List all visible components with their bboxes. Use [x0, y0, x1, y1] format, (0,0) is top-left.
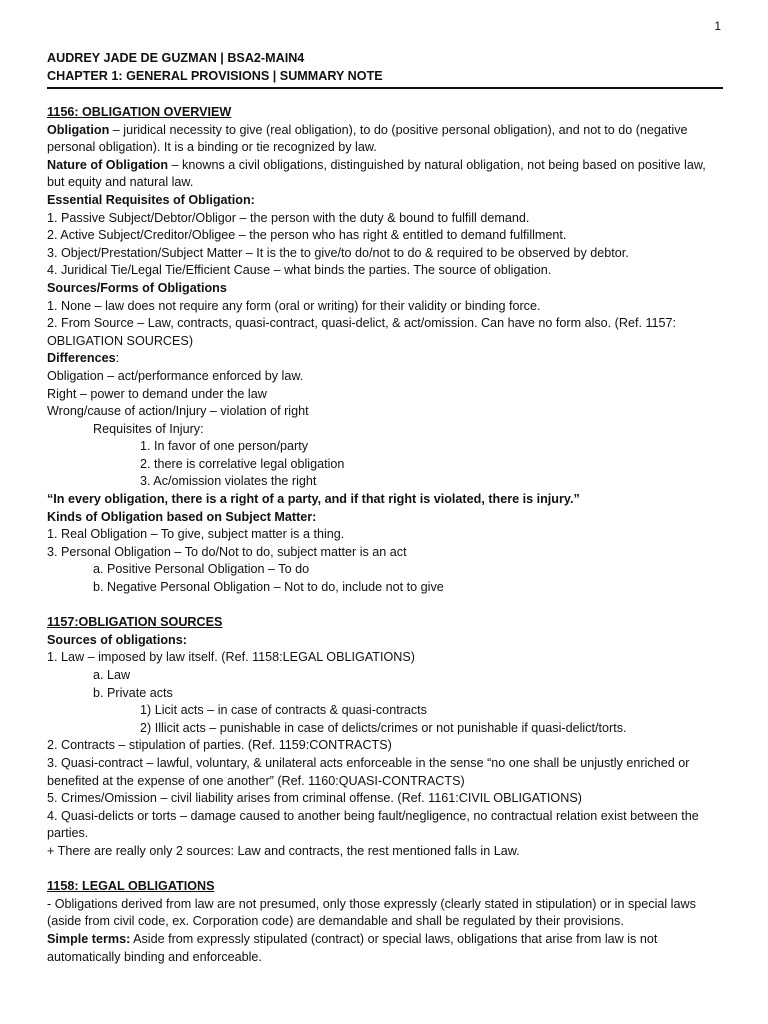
- section-gap: [47, 861, 723, 879]
- source-item: 2. Contracts – stipulation of parties. (Ref. 1159:CONTRACTS): [47, 738, 392, 753]
- difference-item: Right – power to demand under the law: [47, 386, 267, 401]
- requisites-heading: Essential Requisites of Obligation:: [47, 192, 255, 207]
- section-title-1157: 1157:OBLIGATION SOURCES: [47, 615, 223, 630]
- source-law: 1. Law – imposed by law itself. (Ref. 1158:LEGAL OBLIGATIONS): [47, 650, 415, 665]
- private-act-item: 1) Licit acts – in case of contracts & quasi-contracts: [140, 703, 427, 718]
- injury-item: 3. Ac/omission violates the right: [140, 474, 317, 489]
- nature-text: – knowns a civil obligations, distinguished by natural obligation, not being based on positive law, but equity and natural law.: [47, 157, 706, 190]
- injury-item: 1. In favor of one person/party: [140, 439, 309, 454]
- kind-subitem: a. Positive Personal Obligation – To do: [93, 562, 310, 577]
- nature-definition: [47, 157, 723, 192]
- legal-obligations-text: - Obligations derived from law are not presumed, only those expressly (clearly stated in stipulation) or in special laws (aside from civil code, ex. Corporation code) are demandable and shall be regulated by their provisions.: [47, 896, 696, 929]
- nature-term: Nature of Obligation: [47, 157, 169, 172]
- requisite-item: 2. Active Subject/Creditor/Obligee – the person who has right & entitled to demand fulfillment.: [47, 228, 567, 243]
- kinds-heading: Kinds of Obligation based on Subject Matter:: [47, 509, 317, 524]
- obligation-text: – juridical necessity to give (real obligation), to do (positive personal obligation), and not to do (negative personal obligation). It is a binding or tie recognized by law.: [47, 122, 688, 155]
- injury-item: 2. there is correlative legal obligation: [140, 456, 345, 471]
- kind-item: 3. Personal Obligation – To do/Not to do, subject matter is an act: [47, 544, 407, 559]
- obligation-definition: [47, 122, 723, 157]
- section-gap: [47, 597, 723, 615]
- differences-colon: :: [115, 351, 120, 366]
- simple-terms: [47, 931, 723, 966]
- source-law-sub: a. Law: [93, 668, 131, 682]
- author-line: AUDREY JADE DE GUZMAN | BSA2-MAIN4: [47, 51, 305, 65]
- document-body: [47, 104, 723, 966]
- sources-heading: Sources/Forms of Obligations: [47, 280, 227, 295]
- differences-label: Differences: [47, 351, 116, 366]
- source-item: 4. Quasi-delicts or torts – damage caused to another being fault/negligence, no contractual relation exist between the parties.: [47, 808, 699, 841]
- differences-heading: [47, 350, 723, 368]
- section-title-1156: 1156: OBLIGATION OVERVIEW: [47, 105, 232, 119]
- kind-subitem: b. Negative Personal Obligation – Not to do, include not to give: [93, 580, 444, 595]
- source-law-sub: b. Private acts: [93, 685, 173, 700]
- document-header: [47, 49, 723, 89]
- simple-terms-label: Simple terms:: [47, 931, 131, 946]
- difference-item: Wrong/cause of action/Injury – violation of right: [47, 404, 309, 419]
- source-item: 3. Quasi-contract – lawful, voluntary, & unilateral acts enforceable in the sense “no one shall be unjustly enriched or benefited at the expense of one another” (Ref. 1160:QUASI-CONTRACTS): [47, 755, 690, 788]
- injury-heading: Requisites of Injury:: [93, 421, 204, 436]
- private-act-item: 2) Illicit acts – punishable in case of delicts/crimes or not punishable if quasi-delict/torts.: [140, 720, 627, 735]
- obligation-term: Obligation: [47, 122, 110, 137]
- chapter-line: CHAPTER 1: GENERAL PROVISIONS | SUMMARY NOTE: [47, 69, 383, 83]
- requisite-item: 3. Object/Prestation/Subject Matter – It is the to give/to do/not to do & required to be observed by debtor.: [47, 245, 629, 260]
- key-quote: “In every obligation, there is a right of a party, and if that right is violated, there is injury.”: [47, 492, 580, 507]
- source-item: 2. From Source – Law, contracts, quasi-contract, quasi-delict, & act/omission. Can have no form also. (Ref. 1157: OBLIGATION SOURCES): [47, 316, 677, 348]
- simple-terms-text: Aside from expressly stipulated (contract) or special laws, obligations that arise from law is not automatically binding and enforceable.: [47, 931, 658, 964]
- source-item: 1. None – law does not require any form (oral or writing) for their validity or binding force.: [47, 298, 541, 313]
- source-note: + There are really only 2 sources: Law and contracts, the rest mentioned falls in Law.: [47, 843, 520, 858]
- difference-item: Obligation – act/performance enforced by law.: [47, 368, 304, 383]
- sources-of-obligations-heading: Sources of obligations:: [47, 632, 187, 647]
- section-title-1158: 1158: LEGAL OBLIGATIONS: [47, 879, 215, 894]
- kind-item: 1. Real Obligation – To give, subject matter is a thing.: [47, 527, 345, 542]
- source-item: 5. Crimes/Omission – civil liability arises from criminal offense. (Ref. 1161:CIVIL OBLIGATIONS): [47, 791, 582, 806]
- page-number: 1: [714, 19, 721, 33]
- requisite-item: 4. Juridical Tie/Legal Tie/Efficient Cause – what binds the parties. The source of obligation.: [47, 263, 552, 278]
- requisite-item: 1. Passive Subject/Debtor/Obligor – the person with the duty & bound to fulfill demand.: [47, 210, 530, 225]
